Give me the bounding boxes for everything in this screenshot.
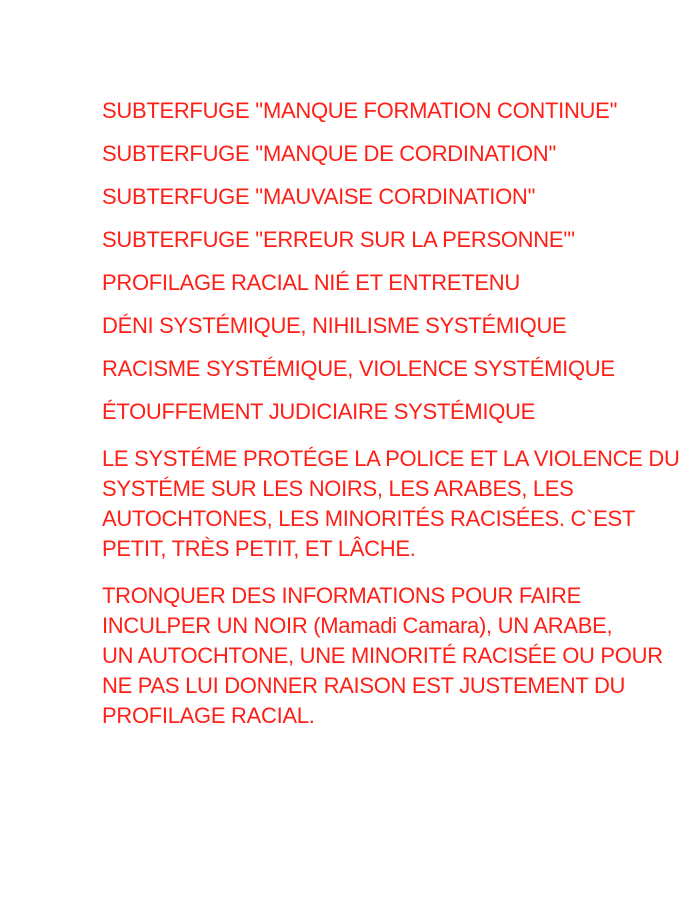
- paragraph-line: UN AUTOCHTONE, UNE MINORITÉ RACISÉE OU POUR: [102, 643, 663, 668]
- paragraph-line: LE SYSTÉME PROTÉGE LA POLICE ET LA VIOLENCE DU: [102, 446, 680, 471]
- text-line: SUBTERFUGE ''MANQUE DE CORDINATION'': [102, 141, 557, 166]
- text-line: PROFILAGE RACIAL NIÉ ET ENTRETENU: [102, 270, 520, 295]
- text-line: SUBTERFUGE ''MAUVAISE CORDINATION'': [102, 184, 536, 209]
- paragraph-line: AUTOCHTONES, LES MINORITÉS RACISÉES. C`EST: [102, 506, 636, 531]
- paragraph-line: INCULPER UN NOIR (Mamadi Camara), UN ARABE,: [102, 613, 613, 638]
- paragraph: [102, 581, 663, 731]
- paragraph-line: PETIT, TRÈS PETIT, ET LÂCHE.: [102, 536, 416, 561]
- text-line: SUBTERFUGE ''MANQUE FORMATION CONTINUE'': [102, 98, 618, 123]
- text-line: DÉNI SYSTÉMIQUE, NIHILISME SYSTÉMIQUE: [102, 313, 567, 338]
- text-line: SUBTERFUGE ''ERREUR SUR LA PERSONNE''': [102, 227, 575, 252]
- text-line: RACISME SYSTÉMIQUE, VIOLENCE SYSTÉMIQUE: [102, 356, 615, 381]
- paragraph-line: PROFILAGE RACIAL.: [102, 703, 315, 728]
- text-line: ÉTOUFFEMENT JUDICIAIRE SYSTÉMIQUE: [102, 399, 536, 424]
- paragraph: [102, 444, 680, 564]
- paragraph-line: TRONQUER DES INFORMATIONS POUR FAIRE: [102, 583, 581, 608]
- paragraph-line: NE PAS LUI DONNER RAISON EST JUSTEMENT DU: [102, 673, 626, 698]
- paragraph-line: SYSTÉME SUR LES NOIRS, LES ARABES, LES: [102, 476, 574, 501]
